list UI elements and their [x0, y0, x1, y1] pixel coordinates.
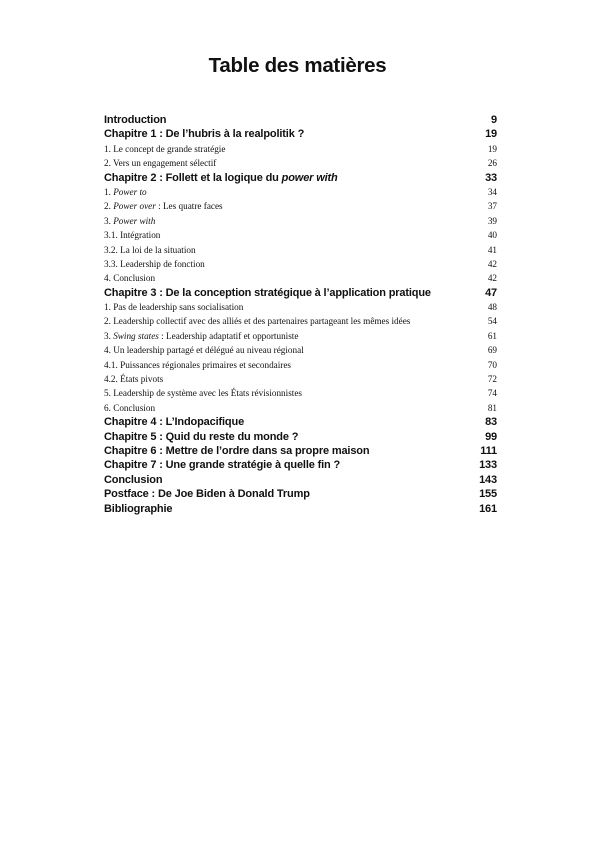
toc-entry-title-italic-part: Power with: [113, 215, 156, 226]
toc-entry-title: [104, 214, 155, 228]
toc-entry-page-number: 48: [487, 302, 497, 313]
toc-entry-title-part: 1.: [104, 186, 114, 197]
toc-entry-title: [104, 343, 304, 357]
toc-entry-title-part: : Leadership adaptatif et opportuniste: [158, 330, 299, 341]
toc-entry-page-number: 47: [485, 286, 497, 299]
toc-entry-title-part: 4. Un leadership partagé et délégué au niveau régional: [104, 345, 304, 356]
toc-entry-title-part: 1. Le concept de grande stratégie: [104, 143, 226, 154]
toc-entry-page-number: 37: [487, 201, 497, 212]
toc-entry-title-part: Chapitre 3 : De la conception stratégique à l’application pratique: [104, 286, 431, 299]
toc-section-entry[interactable]: [104, 156, 497, 170]
toc-entry-title-italic-part: Swing states: [113, 330, 159, 341]
toc-chapter-entry[interactable]: [104, 487, 497, 501]
toc-entry-title: [104, 458, 340, 472]
toc-entry-page-number: 9: [491, 114, 497, 126]
toc-chapter-entry[interactable]: [104, 430, 497, 444]
toc-entry-page-number: 61: [487, 330, 497, 341]
toc-section-entry[interactable]: [104, 329, 497, 343]
toc-section-entry[interactable]: [104, 401, 497, 415]
toc-entry-title-part: 3.2. La loi de la situation: [104, 244, 196, 255]
toc-entry-page-number: 19: [487, 143, 497, 154]
toc-entry-title-part: 2. Vers un engagement sélectif: [104, 158, 217, 169]
toc-entry-title: [104, 415, 244, 429]
toc-entry-title: [104, 199, 223, 213]
toc-entry-title-part: 4.1. Puissances régionales primaires et secondaires: [104, 359, 292, 370]
toc-entry-title-part: 2.: [104, 201, 114, 212]
toc-entry-title: [104, 314, 410, 328]
toc-section-entry[interactable]: [104, 228, 497, 242]
toc-entry-title-part: Chapitre 1 : De l’hubris à la realpolitik ?: [104, 128, 305, 141]
toc-section-entry[interactable]: [104, 142, 497, 156]
toc-entry-title: [104, 444, 369, 458]
toc-entry-title-part: 3.: [104, 215, 114, 226]
toc-entry-page-number: 26: [487, 158, 497, 169]
toc-entry-title: [104, 243, 196, 257]
toc-entry-title: [104, 257, 205, 271]
toc-section-entry[interactable]: [104, 199, 497, 213]
toc-entry-title-part: Chapitre 4 : L’Indopacifique: [104, 416, 245, 429]
toc-entry-page-number: 155: [479, 488, 497, 501]
toc-entry-page-number: 69: [487, 345, 497, 356]
toc-section-entry[interactable]: [104, 300, 497, 314]
toc-entry-title-part: 4. Conclusion: [104, 273, 156, 284]
toc-entry-page-number: 81: [487, 402, 497, 413]
toc-entry-title-part: Conclusion: [104, 473, 163, 486]
toc-chapter-entry[interactable]: [104, 458, 497, 472]
toc-entry-title: [104, 142, 225, 156]
toc-entry-title: [104, 473, 162, 487]
table-of-contents: [104, 113, 497, 516]
toc-entry-title-part: 4.2. États pivots: [104, 374, 164, 385]
toc-entry-title: [104, 127, 304, 141]
toc-entry-page-number: 41: [487, 244, 497, 255]
toc-entry-title: [104, 329, 298, 343]
toc-chapter-entry[interactable]: [104, 473, 497, 487]
toc-entry-page-number: 83: [485, 416, 497, 429]
toc-entry-title: [104, 271, 155, 285]
toc-entry-page-number: 34: [487, 186, 497, 197]
toc-entry-title: [104, 300, 243, 314]
toc-entry-title: [104, 228, 160, 242]
toc-entry-title: [104, 171, 338, 185]
toc-entry-page-number: 42: [487, 273, 497, 284]
toc-entry-title-part: 5. Leadership de système avec les États révisionnistes: [104, 388, 302, 399]
toc-entry-page-number: 70: [487, 359, 497, 370]
toc-entry-page-number: 42: [487, 258, 497, 269]
toc-chapter-entry[interactable]: [104, 127, 497, 141]
toc-entry-page-number: 133: [479, 459, 497, 472]
toc-entry-title: [104, 113, 166, 127]
toc-entry-title-part: Postface : De Joe Biden à Donald Trump: [104, 488, 310, 501]
toc-entry-title-italic-part: Power to: [113, 186, 147, 197]
toc-section-entry[interactable]: [104, 271, 497, 285]
toc-entry-title: [104, 386, 302, 400]
toc-entry-title-part: 2. Leadership collectif avec des alliés et des partenaires partageant les mêmes idées: [104, 316, 411, 327]
toc-entry-page-number: 33: [485, 171, 497, 184]
toc-entry-title: [104, 401, 155, 415]
toc-section-entry[interactable]: [104, 343, 497, 357]
toc-entry-title: [104, 430, 298, 444]
toc-section-entry[interactable]: [104, 243, 497, 257]
toc-chapter-entry[interactable]: [104, 286, 497, 300]
toc-entry-page-number: 74: [487, 388, 497, 399]
toc-entry-page-number: 40: [487, 230, 497, 241]
toc-entry-title: [104, 185, 147, 199]
toc-entry-title-part: : Les quatre faces: [155, 201, 223, 212]
toc-chapter-entry[interactable]: [104, 415, 497, 429]
toc-entry-page-number: 39: [487, 215, 497, 226]
toc-section-entry[interactable]: [104, 257, 497, 271]
toc-entry-title-italic-part: Power over: [113, 201, 156, 212]
toc-entry-title: [104, 372, 163, 386]
toc-entry-title-part: Chapitre 5 : Quid du reste du monde ?: [104, 430, 299, 443]
toc-entry-title: [104, 286, 431, 300]
toc-entry-title-part: 3.: [104, 330, 114, 341]
toc-chapter-entry[interactable]: [104, 444, 497, 458]
toc-entry-title-part: 1. Pas de leadership sans socialisation: [104, 302, 244, 313]
toc-entry-title-part: Chapitre 2 : Follett et la logique du: [104, 171, 282, 184]
page-title: Table des matières: [208, 54, 387, 77]
toc-entry-title: [104, 487, 310, 501]
toc-entry-title-part: Chapitre 7 : Une grande stratégie à quelle fin ?: [104, 459, 341, 472]
toc-section-entry[interactable]: [104, 314, 497, 328]
toc-entry-page-number: 143: [479, 473, 497, 486]
toc-entry-title: [104, 358, 291, 372]
toc-section-entry[interactable]: [104, 214, 497, 228]
toc-entry-title-part: 3.1. Intégration: [104, 230, 161, 241]
toc-chapter-entry[interactable]: [104, 171, 497, 185]
toc-entry-page-number: 161: [479, 502, 497, 515]
toc-entry-title-part: Bibliographie: [104, 502, 173, 515]
toc-section-entry[interactable]: [104, 386, 497, 400]
toc-chapter-entry[interactable]: [104, 502, 497, 516]
toc-entry-title-part: Introduction: [104, 114, 167, 126]
toc-section-entry[interactable]: [104, 185, 497, 199]
toc-chapter-entry[interactable]: [104, 113, 497, 127]
toc-entry-page-number: 19: [485, 128, 497, 141]
toc-entry-title-part: 6. Conclusion: [104, 402, 156, 413]
toc-entry-page-number: 72: [487, 374, 497, 385]
toc-entry-page-number: 54: [487, 316, 497, 327]
toc-entry-page-number: 99: [485, 430, 497, 443]
toc-section-entry[interactable]: [104, 372, 497, 386]
toc-entry-title-part: 3.3. Leadership de fonction: [104, 258, 205, 269]
toc-entry-title: [104, 156, 216, 170]
toc-section-entry[interactable]: [104, 358, 497, 372]
toc-entry-page-number: 111: [480, 444, 497, 457]
toc-entry-title: [104, 502, 172, 516]
toc-entry-title-part: Chapitre 6 : Mettre de l’ordre dans sa propre maison: [104, 444, 370, 457]
toc-entry-title-italic-part: power with: [281, 171, 338, 184]
